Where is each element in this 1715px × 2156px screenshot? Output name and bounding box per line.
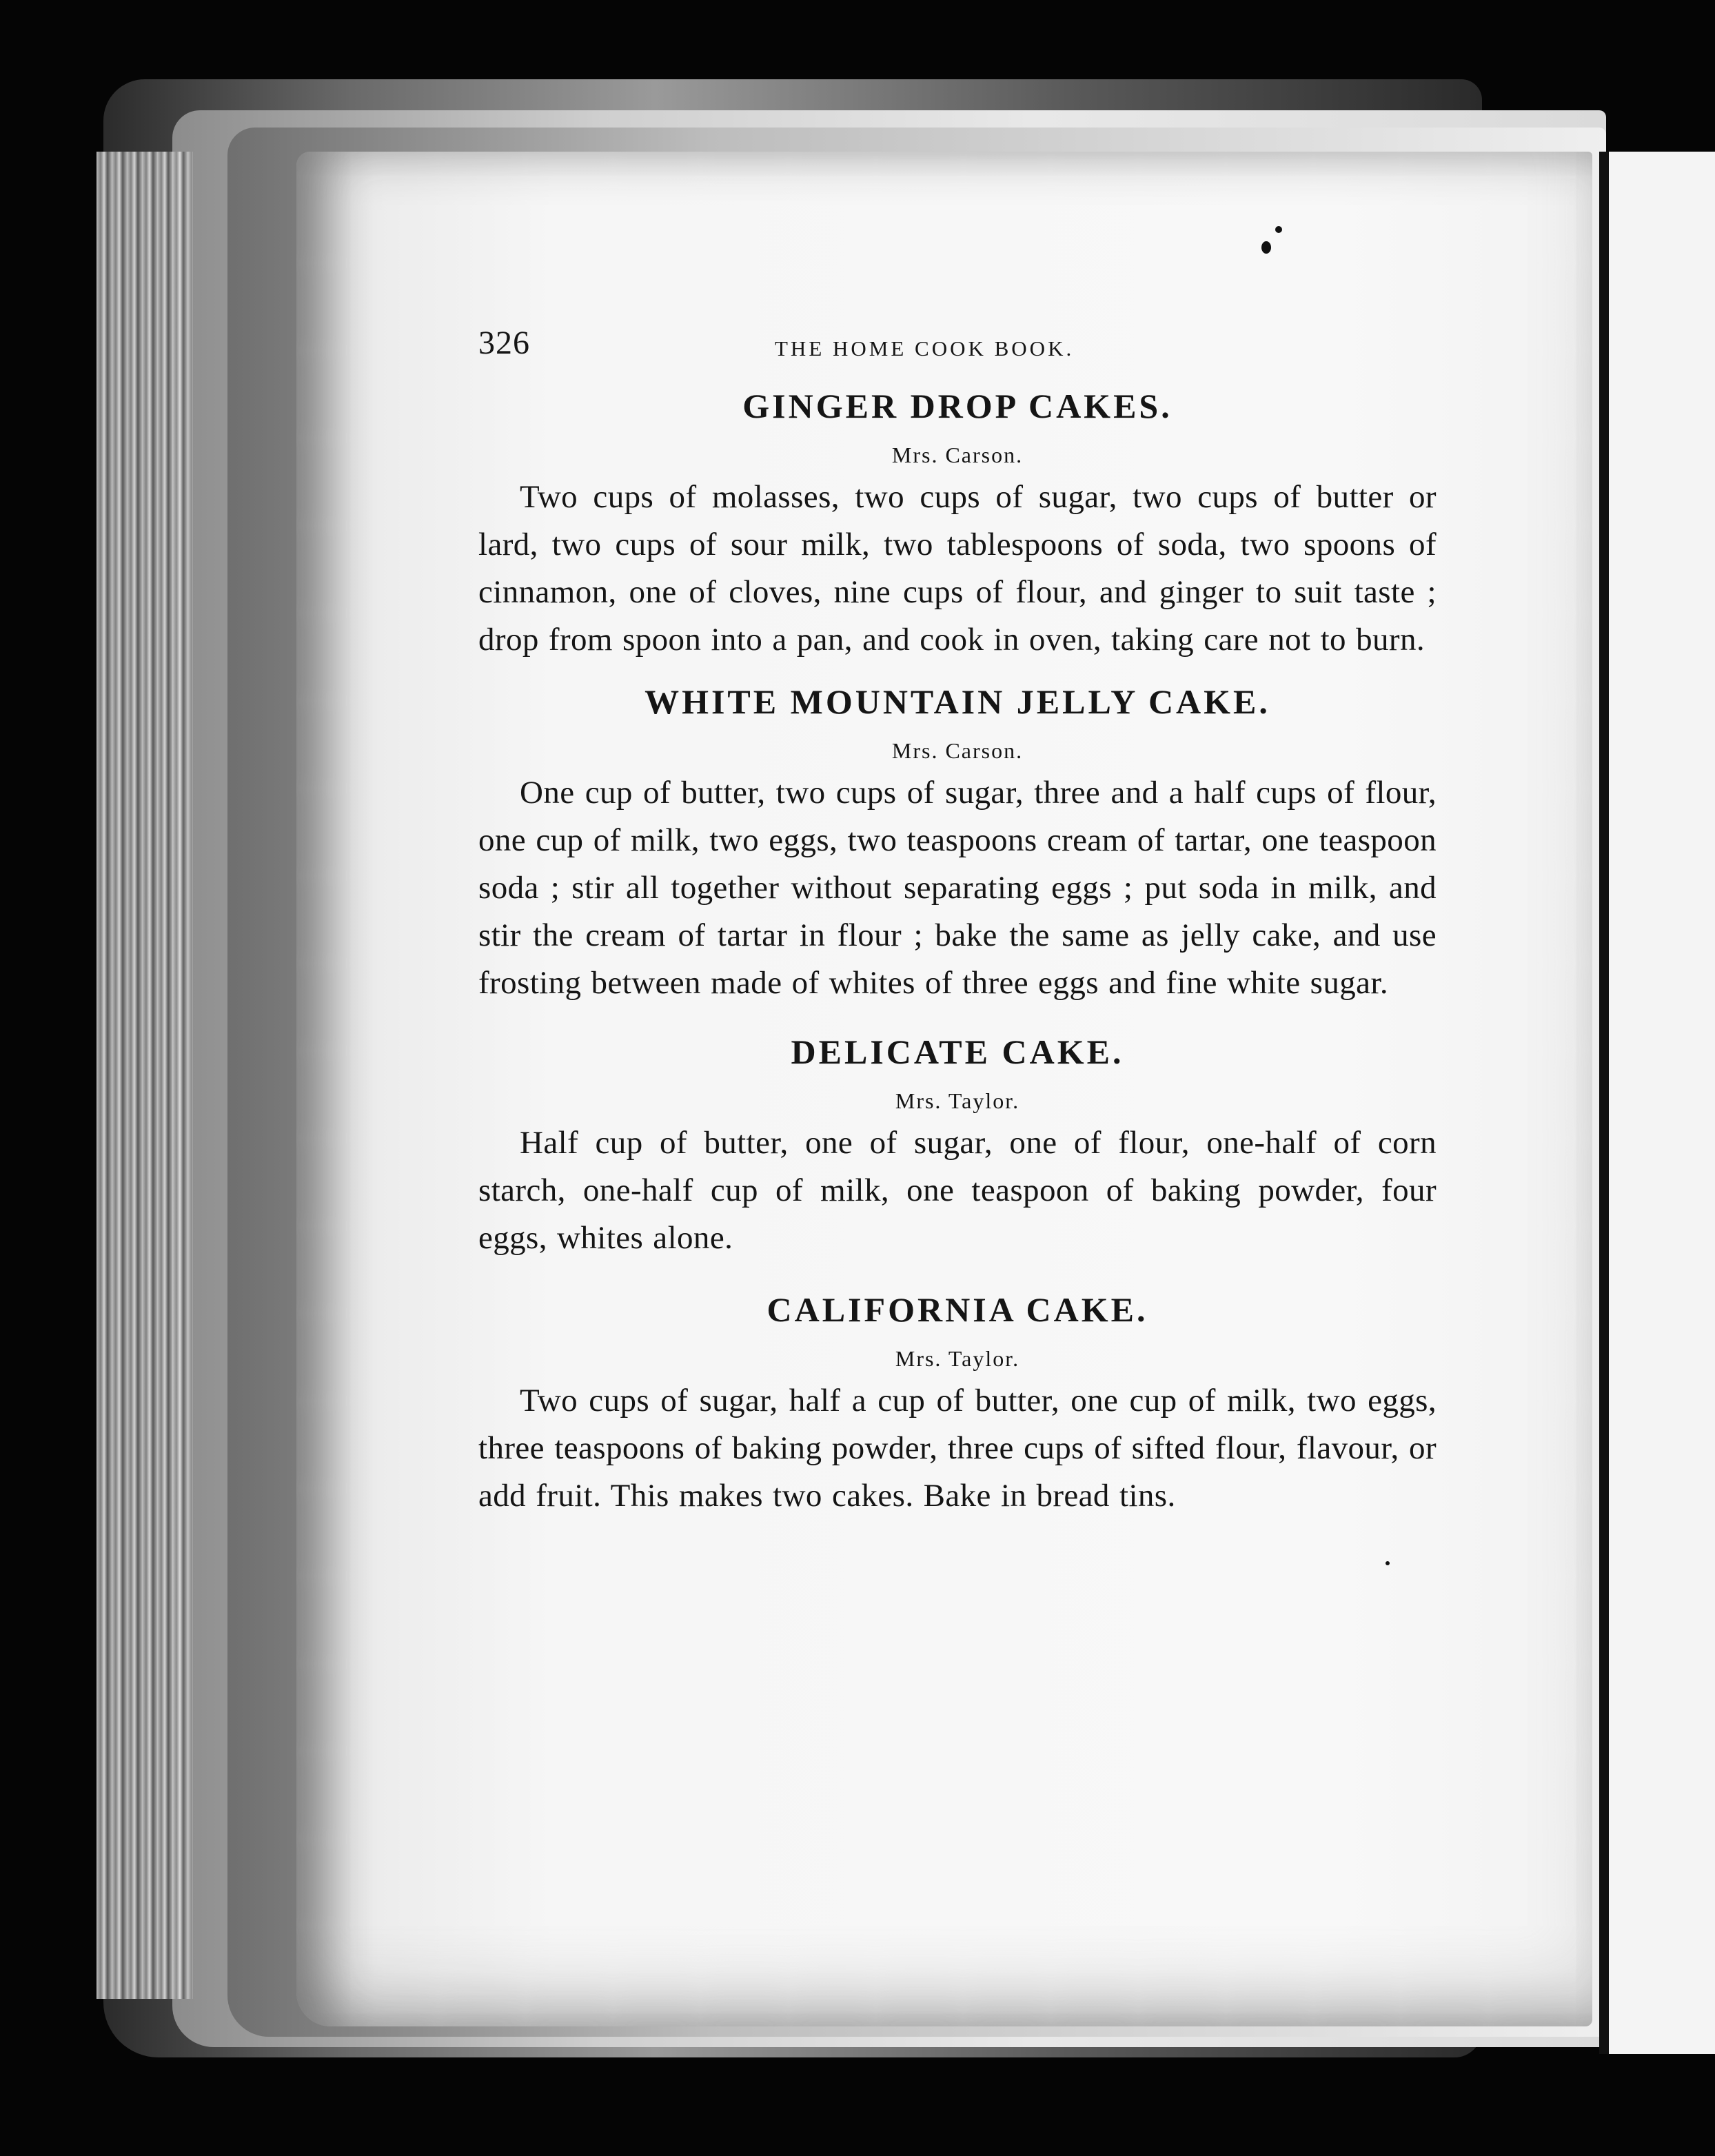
ink-speck	[1275, 226, 1282, 233]
page-edges	[97, 152, 193, 1999]
recipe-text: Two cups of molasses, two cups of sugar, two cups of butter or lard, two cups of sour milk, two tablespoons of soda, two spoons of cinnamon, one of cloves, nine cups of flour, and ginger to suit taste ; drop from spoon into a pan, and cook in oven, taking care not to burn.	[478, 479, 1437, 658]
recipe-white-mountain-jelly-cake	[478, 682, 1437, 1007]
recipe-text: Half cup of butter, one of sugar, one of flour, one-half of corn starch, one-half cup of milk, one teaspoon of baking powder, four eggs, whites alone.	[478, 1125, 1437, 1256]
recipe-title: DELICATE CAKE.	[791, 1033, 1124, 1071]
recipe-title: CALIFORNIA CAKE.	[767, 1290, 1148, 1329]
recipe-text: Two cups of sugar, half a cup of butter, one cup of milk, two eggs, three teaspoons of baking powder, three cups of sifted flour, flavour, or add fruit. This makes two cakes. Bake in bread tins.	[478, 1383, 1437, 1514]
facing-page	[1599, 152, 1715, 2054]
page-text	[478, 324, 1437, 1520]
ink-speck	[1261, 241, 1271, 254]
recipe-author: Mrs. Carson.	[891, 738, 1024, 763]
recipe-author: Mrs. Carson.	[891, 443, 1024, 467]
recipe-text: One cup of butter, two cups of sugar, three and a half cups of flour, one cup of milk, two eggs, two teaspoons cream of tartar, one teaspoon soda ; stir all together without separating eggs ; put soda in milk, and stir the cream of tartar in flour ; bake the same as jelly cake, and use frosting between made of whites of three eggs and fine white sugar.	[478, 775, 1437, 1001]
ink-speck	[1386, 1561, 1390, 1565]
recipe-ginger-drop-cakes	[478, 386, 1437, 664]
recipe-title: WHITE MOUNTAIN JELLY CAKE.	[645, 682, 1270, 721]
recipe-delicate-cake	[478, 1032, 1437, 1262]
recipe-california-cake	[478, 1290, 1437, 1520]
recipe-author: Mrs. Taylor.	[895, 1346, 1020, 1371]
page-number: 326	[478, 325, 530, 361]
recipe-title: GINGER DROP CAKES.	[742, 387, 1173, 425]
running-head	[478, 324, 1437, 379]
recipe-author: Mrs. Taylor.	[895, 1088, 1020, 1113]
running-head-title: THE HOME COOK BOOK.	[775, 336, 1075, 360]
